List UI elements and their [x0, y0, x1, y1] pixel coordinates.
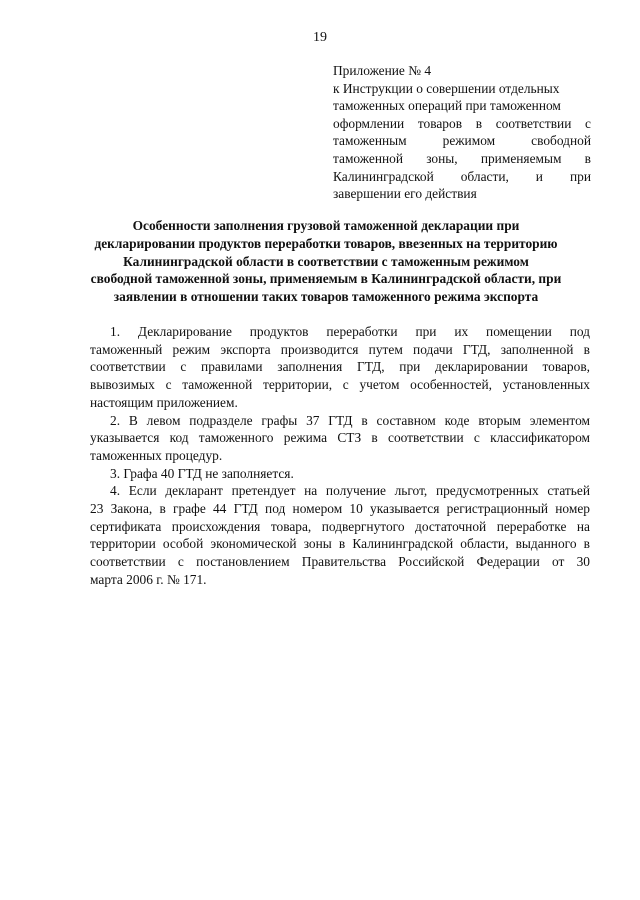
document-title — [58, 217, 594, 306]
appendix-heading: Приложение № 4 — [333, 63, 432, 78]
appendix-line: таможенным режимом свободной — [333, 133, 591, 149]
paragraph-line: 1. Декларирование продуктов переработки при их помещении под — [110, 324, 590, 339]
appendix-line: Калининградской области, и при — [333, 168, 591, 184]
document-body — [90, 323, 590, 589]
paragraph-line: 3. Графа 40 ГТД не заполняется. — [110, 465, 294, 481]
appendix-line: к Инструкции о совершении отдельных — [333, 80, 560, 96]
paragraph-line: сертификата происхождения товара, подвергнутого достаточной переработке на — [90, 518, 590, 534]
paragraph-line: таможенных процедур. — [90, 447, 223, 463]
appendix-line: таможенной зоны, применяемым в — [333, 150, 591, 166]
paragraph-line: 4. Если декларант претендует на получение льгот, предусмотренных статьей — [110, 483, 590, 499]
title-line: Особенности заполнения грузовой таможенной декларации при — [132, 218, 520, 233]
page-number: 19 — [313, 30, 327, 45]
appendix-line: завершении его действия — [333, 186, 477, 202]
paragraph-line: вывозимых с таможенной территории, с учетом особенностей, установленных — [90, 377, 590, 393]
paragraph-line: настоящим приложением. — [90, 394, 238, 410]
appendix-line: таможенных операций при таможенном — [333, 98, 561, 114]
paragraph-3 — [90, 465, 590, 483]
appendix-block — [333, 62, 591, 203]
title-line: Калининградской области в соответствии с таможенным режимом — [123, 253, 529, 269]
paragraph-line: соответствии с правилами заполнения ГТД, при декларировании товаров, — [90, 359, 590, 375]
paragraph-1 — [90, 323, 590, 412]
title-line: декларировании продуктов переработки товаров, ввезенных на территорию — [94, 235, 558, 251]
paragraph-4 — [90, 482, 590, 588]
title-line: свободной таможенной зоны, применяемым в Калининградской области, при — [90, 271, 562, 287]
paragraph-line: 2. В левом подразделе графы 37 ГТД в составном коде вторым элементом — [110, 412, 590, 428]
paragraph-2 — [90, 412, 590, 465]
paragraph-line: территории особой экономической зоны в Калининградской области, выданного в — [90, 536, 590, 552]
paragraph-line: таможенный режим экспорта производится путем подачи ГТД, заполненной в — [90, 341, 590, 357]
paragraph-line: марта 2006 г. № 171. — [90, 571, 207, 587]
title-line: заявлении в отношении таких товаров таможенного режима экспорта — [113, 289, 539, 305]
appendix-line: оформлении товаров в соответствии с — [333, 115, 591, 131]
paragraph-line: 23 Закона, в графе 44 ГТД под номером 10 указывается регистрационный номер — [90, 501, 590, 517]
paragraph-line: указывается код таможенного режима СТЗ в соответствии с классификатором — [90, 430, 590, 446]
paragraph-line: соответствии с постановлением Правительства Российской Федерации от 30 — [90, 554, 590, 570]
